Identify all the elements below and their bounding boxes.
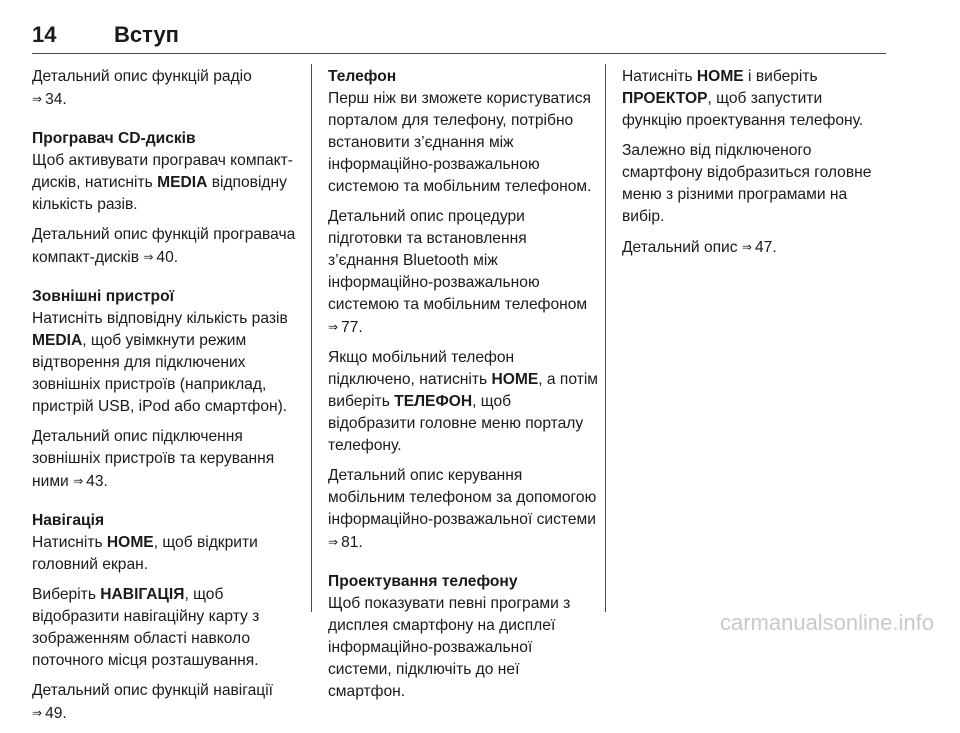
navigation-select-paragraph: Виберіть НАВІГАЦІЯ, щоб відобразити навігаційну карту з зображенням області навколо поточного місця розташування. <box>32 586 260 669</box>
page-number: 14 <box>32 22 57 47</box>
home-key-label: HOME <box>106 534 154 551</box>
page-ref-link[interactable]: 81. <box>341 534 363 551</box>
page-ref-link[interactable]: 40. <box>156 249 179 266</box>
home-key-label: HOME <box>491 371 539 388</box>
section-heading-projection: Проектування телефону <box>328 573 518 590</box>
arrow-right-icon: ⇒ <box>741 240 752 254</box>
projection-start-paragraph: Натисніть HOME і виберіть ПРОЕКТОР, щоб запустити функцію проектування телефону. <box>622 68 864 129</box>
navigation-reference: Детальний опис функцій навігації ⇒ 49. <box>32 682 274 722</box>
header-rule <box>32 53 886 54</box>
radio-reference: Детальний опис функцій радіо ⇒ 34. <box>32 68 252 108</box>
arrow-right-icon: ⇒ <box>32 706 43 720</box>
phone-home-paragraph: Якщо мобільний телефон підключено, натисніть HOME, а потім виберіть ТЕЛЕФОН, щоб відобразити головне меню порталу телефону. <box>328 349 599 454</box>
navigation-menu-label: НАВІГАЦІЯ <box>100 586 185 603</box>
projection-menu-paragraph: Залежно від підключеного смартфону відобразиться головне меню з різними програмами на вибір. <box>622 142 872 225</box>
media-key-label: MEDIA <box>157 174 208 191</box>
column-1 <box>32 66 302 733</box>
page-header <box>32 22 886 52</box>
column-2 <box>328 66 600 711</box>
projection-reference: Детальний опис ⇒ 47. <box>622 236 884 259</box>
page-ref-link[interactable]: 49. <box>45 705 67 722</box>
phone-paragraph: Телефон Перш ніж ви зможете користуватися порталом для телефону, потрібно встановити з’єднання між інформаційно-розважальною системою та мобільним телефоном. <box>328 66 600 198</box>
page-ref-link[interactable]: 34. <box>45 91 67 108</box>
section-heading-cd: Програвач CD-дисків <box>32 130 196 147</box>
column-divider <box>311 64 312 612</box>
projection-paragraph: Проектування телефону Щоб показувати певні програми з дисплея смартфону на дисплеї інформаційно-розважальної системи, підключіть до неї смартфон. <box>328 571 600 703</box>
page-title: Вступ <box>114 22 179 47</box>
section-heading-external: Зовнішні пристрої <box>32 288 174 305</box>
media-key-label: MEDIA <box>32 332 83 349</box>
phone-menu-label: ТЕЛЕФОН <box>394 393 473 410</box>
arrow-right-icon: ⇒ <box>143 250 154 264</box>
column-3 <box>622 66 884 267</box>
cd-reference: Детальний опис функцій програвача компакт-дисків ⇒ 40. <box>32 226 296 266</box>
page-ref-link[interactable]: 47. <box>754 239 777 256</box>
arrow-right-icon: ⇒ <box>328 320 339 334</box>
page-ref-link[interactable]: 77. <box>341 319 363 336</box>
home-key-label: HOME <box>696 68 744 85</box>
arrow-right-icon: ⇒ <box>73 474 84 488</box>
section-heading-navigation: Навігація <box>32 512 105 529</box>
phone-bluetooth-reference: Детальний опис процедури підготовки та встановлення з’єднання Bluetooth між інформаційно-розважальною системою та мобільним телефоном ⇒ 77. <box>328 208 588 336</box>
cd-player-paragraph: Програвач CD-дисків Щоб активувати програвач компакт-дисків, натисніть MEDIA відповідну кількість разів. <box>32 128 302 216</box>
external-reference: Детальний опис підключення зовнішніх пристроїв та керування ними ⇒ 43. <box>32 428 275 490</box>
external-devices-paragraph: Зовнішні пристрої Натисніть відповідну кількість разів MEDIA, щоб увімкнути режим відтворення для підключених зовнішніх пристроїв (наприклад, пристрій USB, iPod або смартфон). <box>32 286 302 418</box>
page-ref-link[interactable]: 43. <box>86 473 108 490</box>
arrow-right-icon: ⇒ <box>328 535 339 549</box>
watermark: carmanualsonline.info <box>719 610 934 635</box>
arrow-right-icon: ⇒ <box>32 92 43 106</box>
column-divider <box>605 64 606 612</box>
projector-menu-label: ПРОЕКТОР <box>622 90 708 107</box>
section-heading-phone: Телефон <box>328 68 397 85</box>
navigation-paragraph: Навігація Натисніть HOME, щоб відкрити головний екран. <box>32 510 302 576</box>
phone-control-reference: Детальний опис керування мобільним телефоном за допомогою інформаційно-розважальної системи ⇒ 81. <box>328 467 597 551</box>
